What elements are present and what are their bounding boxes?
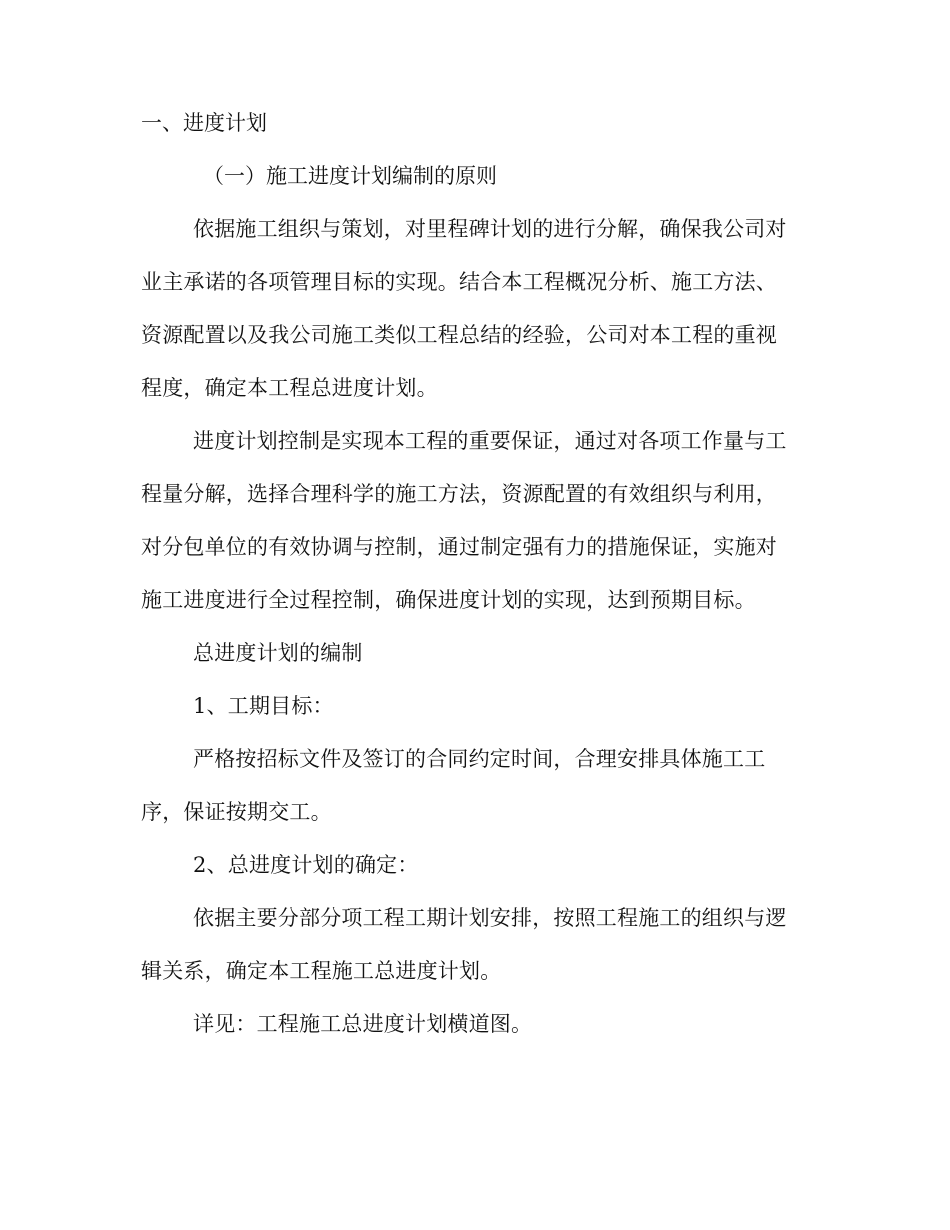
paragraph-control (141, 422, 809, 619)
paragraph-master-plan (141, 899, 809, 990)
paragraph-line: 资源配置以及我公司施工类似工程总结的经验，公司对本工程的重视 (141, 323, 777, 347)
paragraph-see-gantt (141, 1005, 809, 1043)
section-heading: 一、进度计划 (141, 111, 267, 135)
paragraph-line: 依据施工组织与策划，对里程碑计划的进行分解，确保我公司对 (193, 217, 787, 241)
paragraph-principle (141, 210, 809, 407)
paragraph-line: 2、总进度计划的确定： (193, 853, 419, 877)
paragraph-line: 程量分解，选择合理科学的施工方法，资源配置的有效组织与利用， (141, 482, 777, 506)
paragraph-line: 进度计划控制是实现本工程的重要保证，通过对各项工作量与工 (193, 429, 787, 453)
paragraph-line: 施工进度进行全过程控制，确保进度计划的实现，达到预期目标。 (141, 588, 756, 612)
paragraph-line: 业主承诺的各项管理目标的实现。结合本工程概况分析、施工方法、 (141, 270, 777, 294)
paragraph-line: 总进度计划的编制 (193, 641, 363, 665)
paragraph-schedule-goal-title (141, 687, 809, 725)
paragraph-line: 对分包单位的有效协调与控制，通过制定强有力的措施保证，实施对 (141, 535, 777, 559)
paragraph-line: 辑关系，确定本工程施工总进度计划。 (141, 959, 502, 983)
paragraph-line: 依据主要分部分项工程工期计划安排，按照工程施工的组织与逻 (193, 906, 787, 930)
paragraph-line: 详见：工程施工总进度计划横道图。 (193, 1012, 533, 1036)
document-body (141, 104, 809, 1058)
subsection-heading: （一）施工进度计划编制的原则 (203, 164, 497, 188)
paragraph-line: 严格按招标文件及签订的合同约定时间，合理安排具体施工工 (193, 747, 766, 771)
paragraph-line: 1、工期目标： (193, 694, 334, 718)
paragraph-compilation-title (141, 634, 809, 672)
paragraph-line: 序，保证按期交工。 (141, 800, 332, 824)
paragraph-master-plan-title (141, 846, 809, 884)
paragraph-line: 程度，确定本工程总进度计划。 (141, 376, 438, 400)
paragraph-schedule-goal (141, 740, 809, 831)
